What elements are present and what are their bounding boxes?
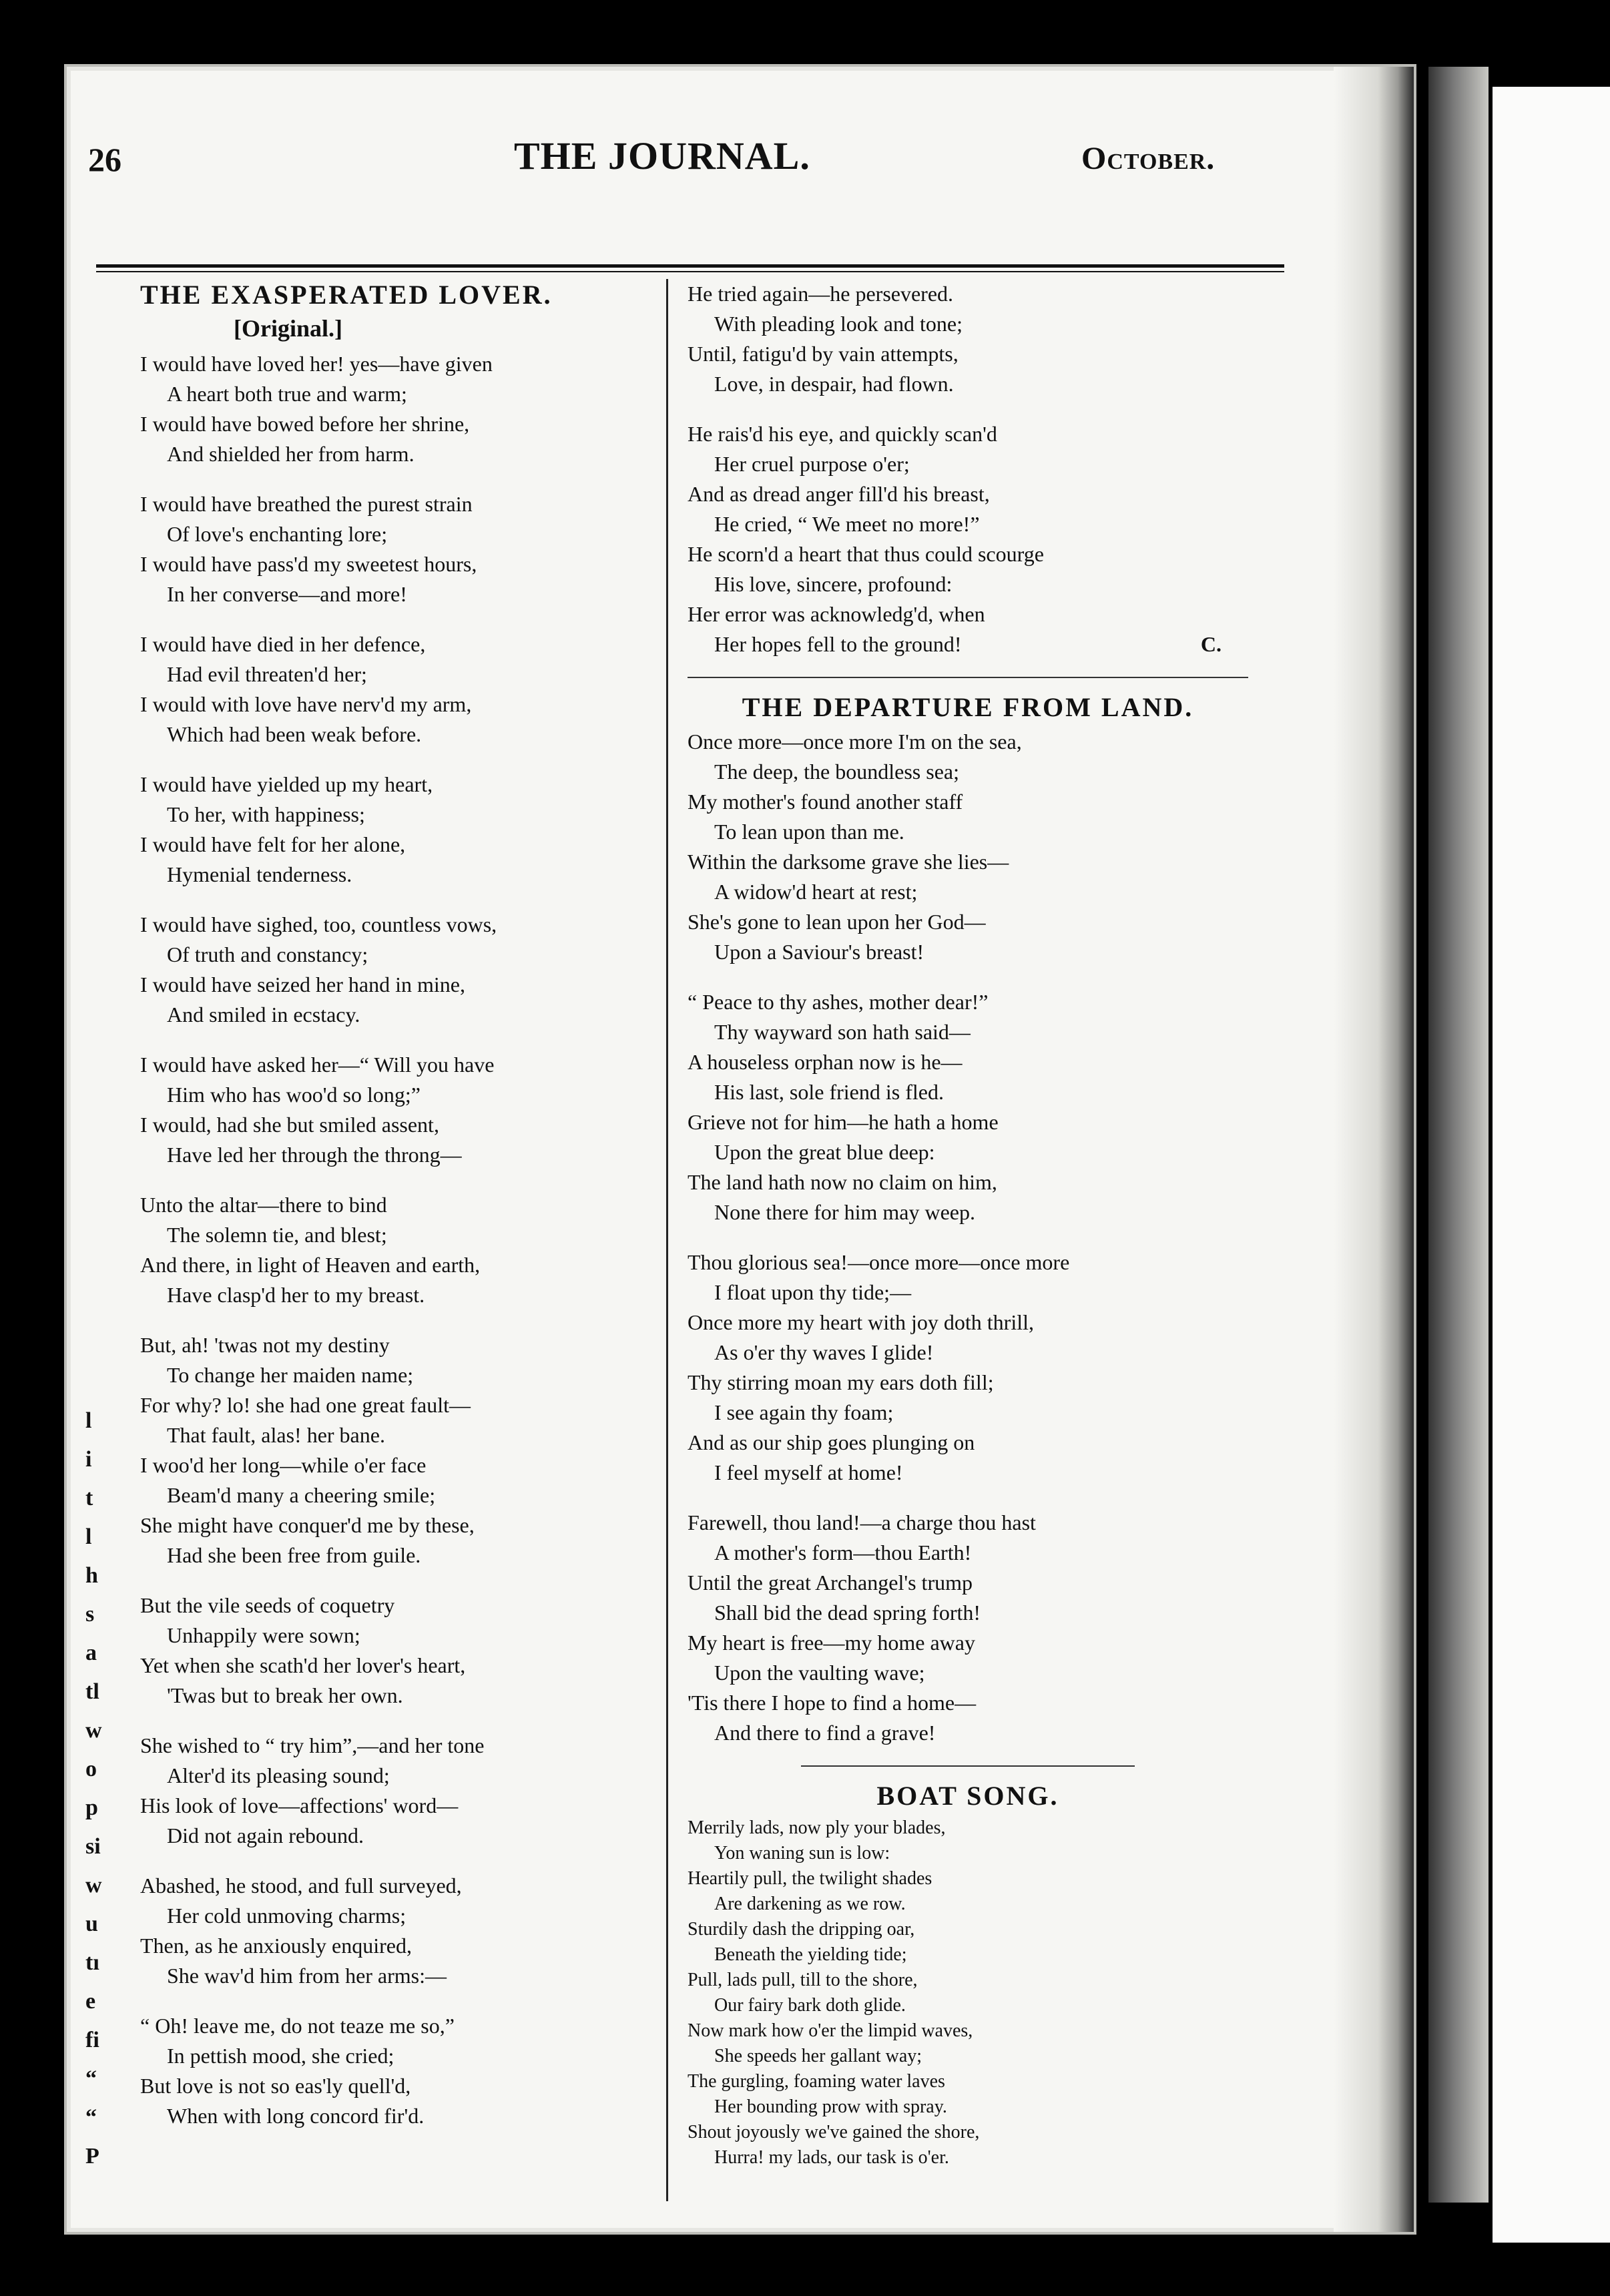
poem-stanzas <box>688 727 1288 1748</box>
poem-line: Thou glorious sea!—once more—once more <box>688 1250 1070 1274</box>
poem-line: “ Peace to thy ashes, mother dear!” <box>688 990 989 1014</box>
poem-line: Upon the great blue deep: <box>714 1140 935 1164</box>
margin-fragment: e <box>85 1989 96 2014</box>
poem-line: 'Twas but to break her own. <box>167 1683 403 1707</box>
poem-line: Beneath the yielding tide; <box>714 1944 907 1965</box>
poem-line: His love, sincere, profound: <box>714 572 953 596</box>
poem-line: And there to find a grave! <box>714 1721 936 1745</box>
poem-line: Unhappily were sown; <box>167 1623 360 1647</box>
poem-line: Hymenial tenderness. <box>167 862 352 886</box>
poem-line: Once more—once more I'm on the sea, <box>688 730 1022 754</box>
poem-line: “ Oh! leave me, do not teaze me so,” <box>140 2014 455 2038</box>
poem-line: Him who has woo'd so long;” <box>167 1083 421 1107</box>
poem-line: I float upon thy tide;— <box>714 1280 912 1304</box>
poem-line: His look of love—affections' word— <box>140 1793 459 1817</box>
poem-stanzas-continued <box>688 279 1288 659</box>
poem-line: Upon the vaulting wave; <box>714 1661 925 1685</box>
poem-line: Are darkening as we row. <box>714 1894 906 1914</box>
poem-line: To change her maiden name; <box>167 1363 414 1387</box>
margin-fragment: fi <box>85 2028 99 2052</box>
poem-line: The gurgling, foaming water laves <box>688 2071 945 2092</box>
margin-fragment: u <box>85 1912 98 1936</box>
poem-title: THE EXASPERATED LOVER. <box>140 280 553 310</box>
poem-line: Thy wayward son hath said— <box>714 1020 971 1044</box>
margin-fragment: h <box>85 1563 98 1588</box>
poem-line: Had she been free from guile. <box>167 1543 421 1567</box>
poem-line: Now mark how o'er the limpid waves, <box>688 2020 973 2041</box>
poem-line: I feel myself at home! <box>714 1460 903 1484</box>
poem-line: Which had been weak before. <box>167 722 422 746</box>
poem-line: I would have died in her defence, <box>140 632 426 656</box>
poem-line: I would, had she but smiled assent, <box>140 1113 439 1137</box>
poem-line: Have led her through the throng— <box>167 1143 462 1167</box>
column-divider <box>666 279 668 2201</box>
poem-line: Her error was acknowledg'd, when <box>688 602 985 626</box>
poem-line: Her bounding prow with spray. <box>714 2096 947 2117</box>
poem-line: That fault, alas! her bane. <box>167 1423 385 1447</box>
margin-fragment: w <box>85 1718 102 1743</box>
poem-line: Of truth and constancy; <box>167 942 368 966</box>
poem-line: Of love's enchanting lore; <box>167 522 388 546</box>
poem-line: The solemn tie, and blest; <box>167 1223 387 1247</box>
margin-fragment: p <box>85 1795 98 1820</box>
poem-title: THE DEPARTURE FROM LAND. <box>742 692 1194 722</box>
torn-page-edge <box>1334 67 1414 2232</box>
poem-line: And there, in light of Heaven and earth, <box>140 1253 481 1277</box>
poem-line: Our fairy bark doth glide. <box>714 1995 906 2016</box>
right-column <box>688 279 1288 2171</box>
poem-stanzas <box>688 1815 1288 2171</box>
issue-month: October. <box>1081 141 1216 176</box>
poem-line: Love, in despair, had flown. <box>714 372 954 396</box>
poem-line: To her, with happiness; <box>167 802 365 826</box>
poem-line: The deep, the boundless sea; <box>714 760 959 784</box>
poem-line: A mother's form—thou Earth! <box>714 1540 972 1564</box>
poem-line: Shall bid the dead spring forth! <box>714 1601 981 1625</box>
poem-line: Once more my heart with joy doth thrill, <box>688 1310 1034 1334</box>
poem-line: Within the darksome grave she lies— <box>688 850 1009 874</box>
poem-line: He cried, “ We meet no more!” <box>714 512 980 536</box>
poem-line: Hurra! my lads, our task is o'er. <box>714 2147 949 2168</box>
poem-line: None there for him may weep. <box>714 1200 975 1224</box>
poem-line: He scorn'd a heart that thus could scourge <box>688 542 1044 566</box>
poem-line: I would have loved her! yes—have given <box>140 352 493 376</box>
poem-line: I would have bowed before her shrine, <box>140 412 470 436</box>
page-number: 26 <box>88 141 121 178</box>
poem-line: To lean upon than me. <box>714 820 904 844</box>
poem-line: I would have sighed, too, countless vows, <box>140 912 497 936</box>
poem-line: Farewell, thou land!—a charge thou hast <box>688 1510 1036 1534</box>
poem-line: And shielded her from harm. <box>167 442 415 466</box>
section-rule <box>688 677 1248 678</box>
poem-line: Have clasp'd her to my breast. <box>167 1283 425 1307</box>
poem-line: I would have breathed the purest strain <box>140 492 473 516</box>
poem-line: He tried again—he persevered. <box>688 282 954 306</box>
poem-stanzas <box>140 349 661 2131</box>
margin-fragment: o <box>85 1757 97 1781</box>
poem-line: Abashed, he stood, and full surveyed, <box>140 1874 462 1898</box>
header-rule-thin <box>96 271 1284 272</box>
margin-fragment: w <box>85 1873 102 1898</box>
poem-line: Until the great Archangel's trump <box>688 1570 973 1595</box>
poem-line: I would have seized her hand in mine, <box>140 972 465 996</box>
margin-fragment: P <box>85 2144 99 2169</box>
poem-line: I would have pass'd my sweetest hours, <box>140 552 477 576</box>
poem-line: Alter'd its pleasing sound; <box>167 1763 390 1787</box>
poem-line: For why? lo! she had one great fault— <box>140 1393 471 1417</box>
poem-line: But love is not so eas'ly quell'd, <box>140 2074 411 2098</box>
poem-line: Shout joyously we've gained the shore, <box>688 2122 980 2142</box>
margin-fragment: tı <box>85 1950 99 1975</box>
margin-fragment: i <box>85 1447 92 1472</box>
poem-line: 'Tis there I hope to find a home— <box>688 1691 977 1715</box>
margin-fragment: si <box>85 1834 101 1859</box>
poem-line: I would have felt for her alone, <box>140 832 406 856</box>
poem-line: Until, fatigu'd by vain attempts, <box>688 342 959 366</box>
poem-line: In her converse—and more! <box>167 582 407 606</box>
poem-line: I would have yielded up my heart, <box>140 772 433 796</box>
poem-line: Her hopes fell to the ground! C. <box>688 629 1222 659</box>
poem-line: A widow'd heart at rest; <box>714 880 918 904</box>
poem-line: In pettish mood, she cried; <box>167 2044 394 2068</box>
poem-line: He rais'd his eye, and quickly scan'd <box>688 422 997 446</box>
poem-line: She might have conquer'd me by these, <box>140 1513 475 1537</box>
poem-line: My mother's found another staff <box>688 790 963 814</box>
poem-line: Yet when she scath'd her lover's heart, <box>140 1653 466 1677</box>
poem-line: When with long concord fir'd. <box>167 2104 425 2128</box>
poem-line: And as dread anger fill'd his breast, <box>688 482 990 506</box>
poem-line: The land hath now no claim on him, <box>688 1170 997 1194</box>
header-rule <box>96 264 1284 268</box>
poem-line: Beam'd many a cheering smile; <box>167 1483 436 1507</box>
margin-fragment: tl <box>85 1679 99 1704</box>
poem-line: Did not again rebound. <box>167 1823 364 1847</box>
margin-fragment: t <box>85 1486 93 1510</box>
margin-fragment: a <box>85 1641 97 1665</box>
poem-line: Upon a Saviour's breast! <box>714 940 924 964</box>
poem-line: Sturdily dash the dripping oar, <box>688 1919 915 1940</box>
poem-line: Unto the altar—there to bind <box>140 1193 387 1217</box>
margin-fragment: l <box>85 1408 92 1433</box>
poem-line: Had evil threaten'd her; <box>167 662 367 686</box>
poem-line: Grieve not for him—he hath a home <box>688 1110 999 1134</box>
publication-title: THE JOURNAL. <box>514 134 810 178</box>
margin-fragments <box>85 1402 112 2176</box>
poem-line: She's gone to lean upon her God— <box>688 910 986 934</box>
poem-line: And smiled in ecstacy. <box>167 1002 360 1027</box>
poem-line: Merrily lads, now ply your blades, <box>688 1817 946 1838</box>
poem-title: BOAT SONG. <box>876 1781 1059 1811</box>
poem-line: Her cruel purpose o'er; <box>714 452 910 476</box>
poem-line: Thy stirring moan my ears doth fill; <box>688 1370 994 1394</box>
poem-line: I would with love have nerv'd my arm, <box>140 692 472 716</box>
poem-line: But, ah! 'twas not my destiny <box>140 1333 390 1357</box>
poem-subtitle: [Original.] <box>234 315 342 342</box>
poem-line: Her cold unmoving charms; <box>167 1904 407 1928</box>
margin-fragment: “ <box>85 2066 97 2091</box>
poem-line: Then, as he anxiously enquired, <box>140 1934 412 1958</box>
margin-fragment: “ <box>85 2105 97 2130</box>
poem-line: Heartily pull, the twilight shades <box>688 1868 932 1889</box>
margin-fragment: s <box>85 1602 95 1627</box>
poem-line: Pull, lads pull, till to the shore, <box>688 1970 918 1990</box>
background-margin <box>1493 87 1610 2243</box>
binding-shadow <box>1428 67 1489 2203</box>
poem-line: His last, sole friend is fled. <box>714 1080 944 1104</box>
poem-line: But the vile seeds of coquetry <box>140 1593 395 1617</box>
left-column <box>140 279 661 2131</box>
margin-fragment: l <box>85 1524 92 1549</box>
poem-line: My heart is free—my home away <box>688 1631 975 1655</box>
poem-line: I would have asked her—“ Will you have <box>140 1053 495 1077</box>
poem-line: She wav'd him from her arms:— <box>167 1964 447 1988</box>
section-rule <box>801 1765 1135 1767</box>
poem-line: I see again thy foam; <box>714 1400 894 1424</box>
poem-line: With pleading look and tone; <box>714 312 963 336</box>
poem-line: As o'er thy waves I glide! <box>714 1340 934 1364</box>
poem-line: A heart both true and warm; <box>167 382 407 406</box>
poem-line: A houseless orphan now is he— <box>688 1050 963 1074</box>
poem-line: She speeds her gallant way; <box>714 2046 922 2066</box>
newspaper-page <box>64 64 1416 2235</box>
poem-line: I woo'd her long—while o'er face <box>140 1453 427 1477</box>
poem-line: Yon waning sun is low: <box>714 1843 890 1863</box>
poem-line: She wished to “ try him”,—and her tone <box>140 1733 485 1757</box>
poem-line: And as our ship goes plunging on <box>688 1430 975 1454</box>
author-signature: C. <box>1200 632 1222 656</box>
